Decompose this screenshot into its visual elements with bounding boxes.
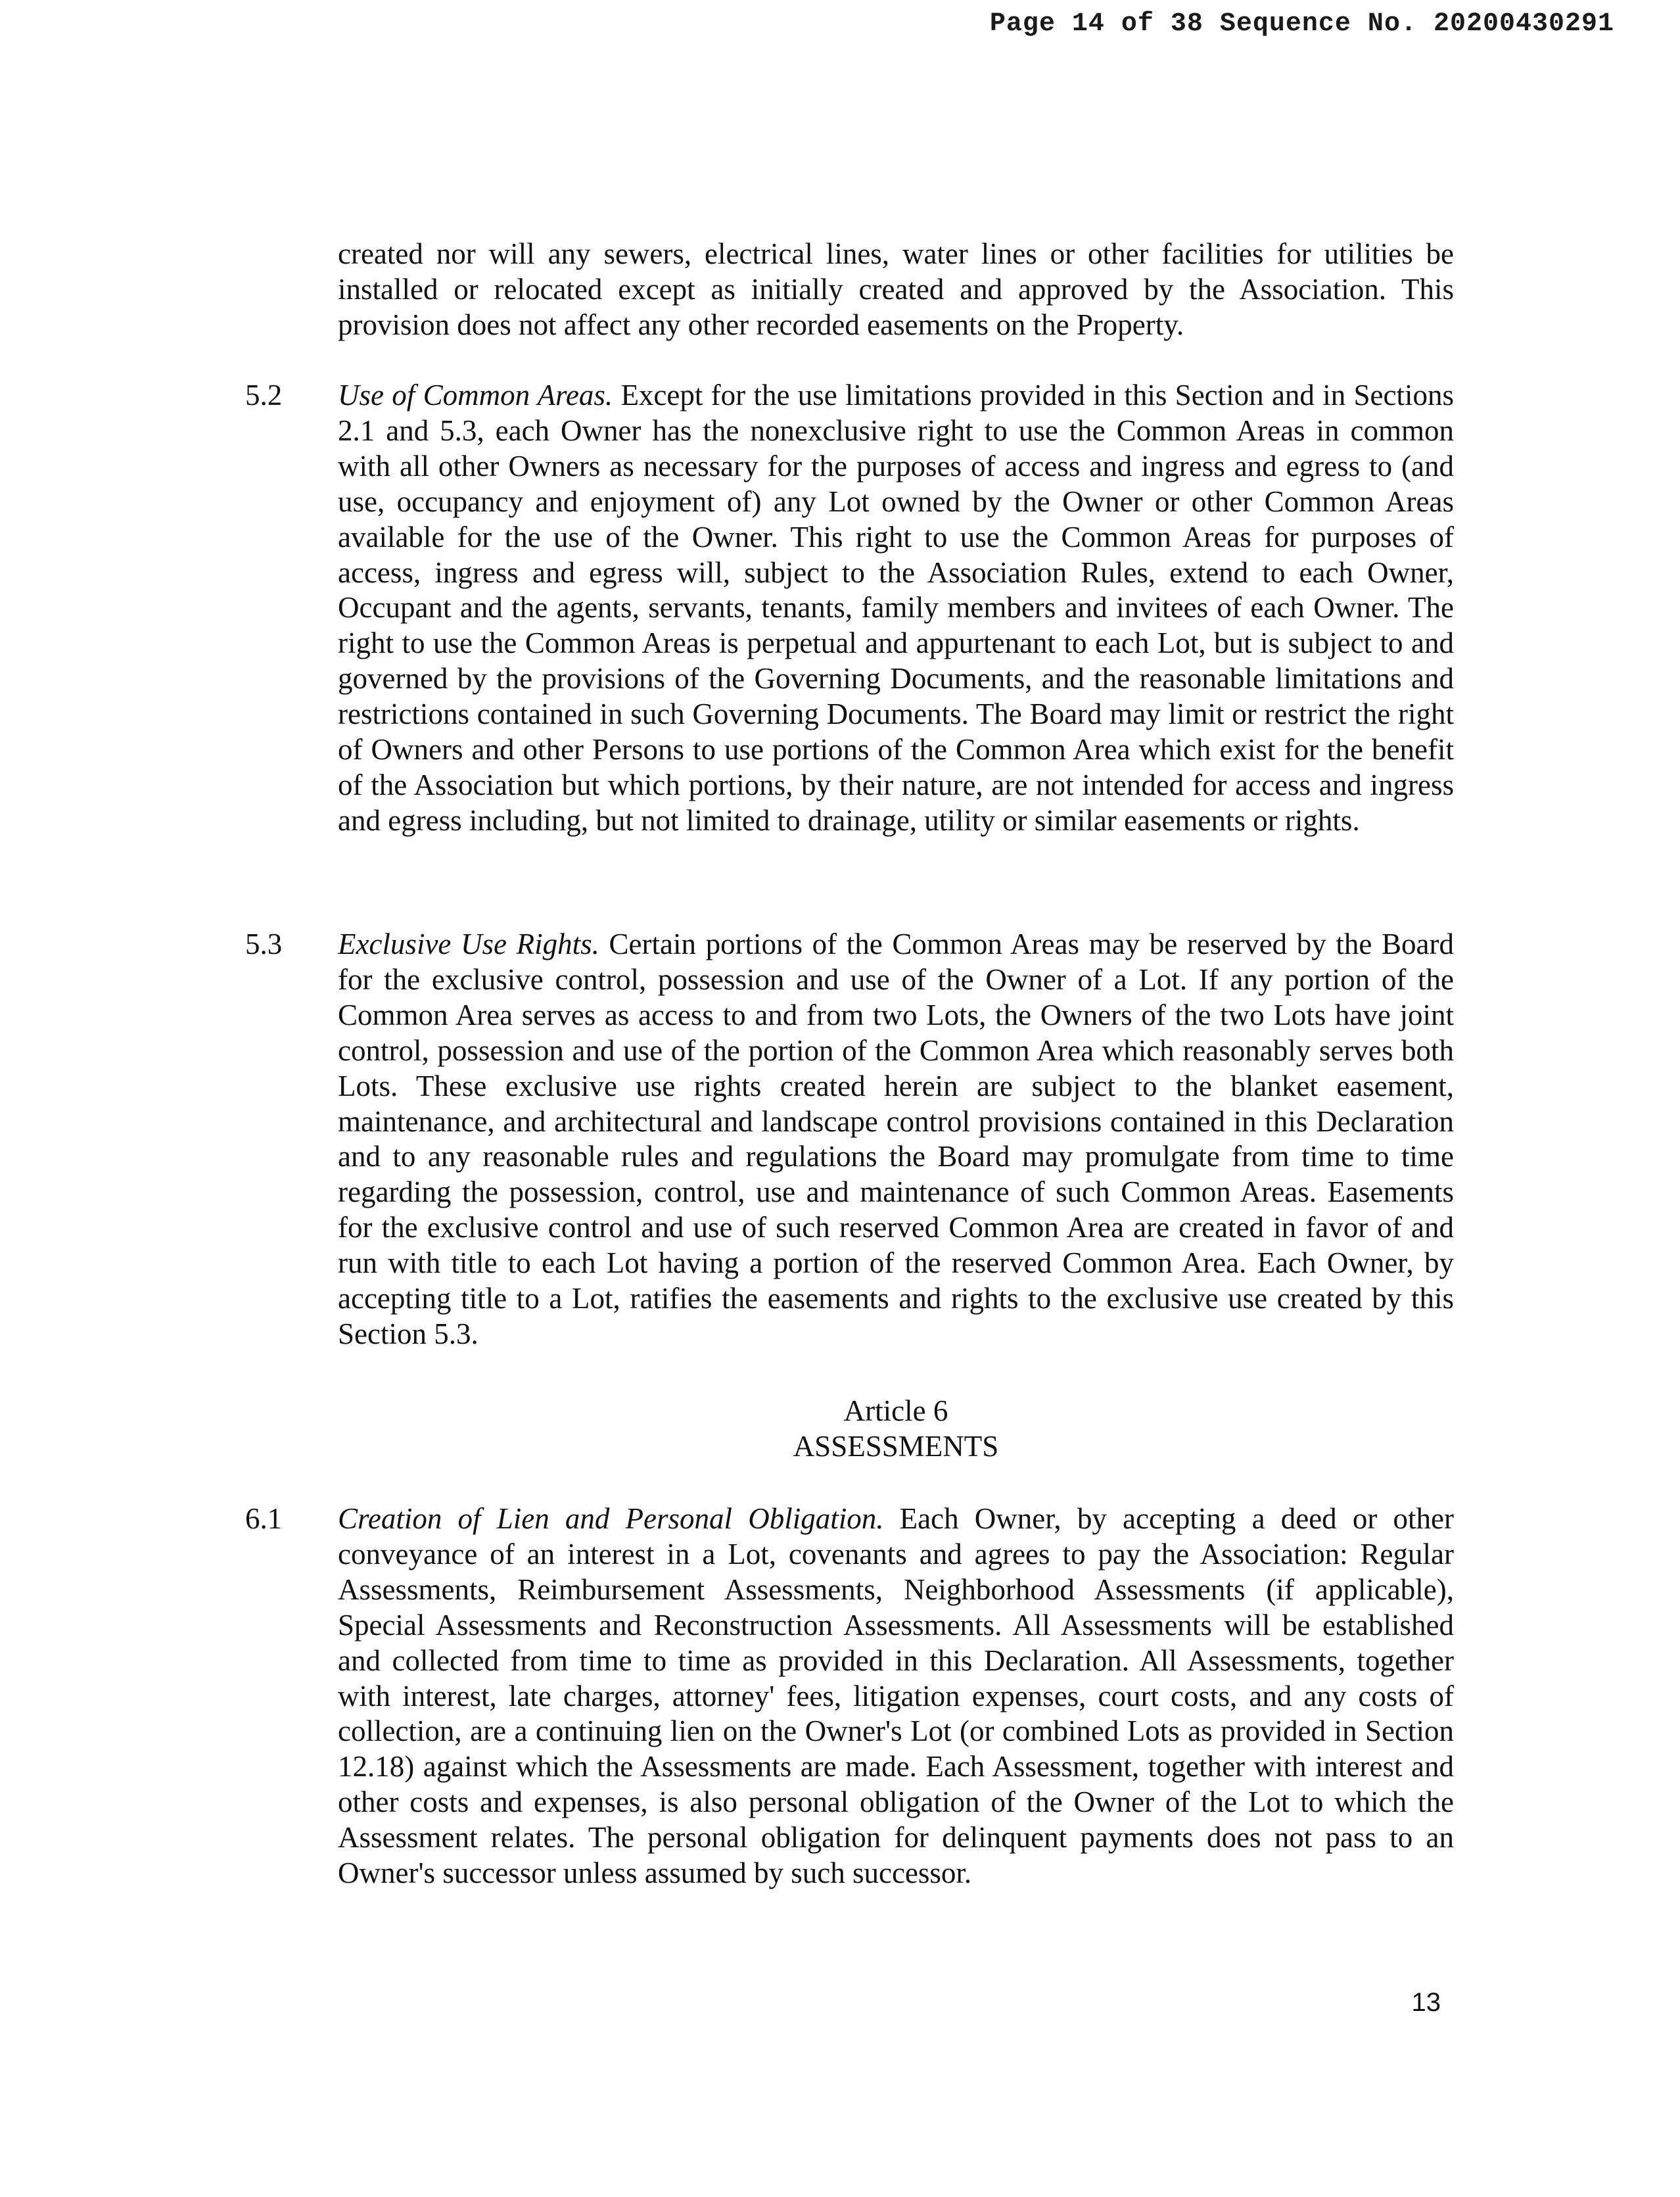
section-text: Certain portions of the Common Areas may be reserved by the Board for the exclusive control, possession and use of the Owner of a Lot. If any portion of the Common Area serves as access to and from two Lots, the Owners of the two Lots have joint control, possession and use of the portion of the Common Area which reasonably serves both Lots. These exclusive use rights created herein are subject to the blanket easement, maintenance, and architectural and landscape control provisions contained in this Declaration and to any reasonable rules and regulations the Board may promulgate from time to time regarding the possession, control, use and maintenance of such Common Areas. Easements for the exclusive control and use of such reserved Common Area are created in favor of and run with title to each Lot having a portion of the reserved Common Area. Each Owner, by accepting title to a Lot, ratifies the easements and rights to the exclusive use created by this Section 5.3.	[338, 928, 1454, 1350]
section-heading: Creation of Lien and Personal Obligation.	[338, 1502, 884, 1535]
continuation-text: created nor will any sewers, electrical lines, water lines or other facilities for utilities be installed or relocated except as initially created and approved by the Association. This provision does not affect any other recorded easements on the Property.	[338, 237, 1454, 341]
article-heading	[338, 1394, 1454, 1465]
section-heading: Exclusive Use Rights.	[338, 928, 599, 960]
page-number: 13	[1411, 1988, 1441, 2017]
section-number: 6.1	[245, 1502, 283, 1535]
article-title: ASSESSMENTS	[793, 1429, 999, 1463]
continuation-paragraph	[338, 237, 1454, 343]
page-sequence-stamp: Page 14 of 38 Sequence No. 20200430291	[989, 9, 1614, 39]
section-body	[338, 378, 1454, 839]
section-body	[338, 1501, 1454, 1891]
section-number: 5.2	[245, 379, 283, 412]
section-number: 5.3	[245, 928, 283, 960]
section-body	[338, 927, 1454, 1352]
section-heading: Use of Common Areas.	[338, 379, 613, 412]
article-number: Article 6	[843, 1394, 948, 1427]
section-text: Each Owner, by accepting a deed or other conveyance of an interest in a Lot, covenants and agrees to pay the Association: Regular Assessments, Reimbursement Assessments, Neighborhood Assessments (if applicable), Special Assessments and Reconstruction Assessments. All Assessments will be established and collected from time to time as provided in this Declaration. All Assessments, together with interest, late charges, attorney' fees, litigation expenses, court costs, and any costs of collection, are a continuing lien on the Owner's Lot (or combined Lots as provided in Section 12.18) against which the Assessments are made. Each Assessment, together with interest and other costs and expenses, is also personal obligation of the Owner of the Lot to which the Assessment relates. The personal obligation for delinquent payments does not pass to an Owner's successor unless assumed by such successor.	[338, 1502, 1454, 1890]
section-text: Except for the use limitations provided in this Section and in Sections 2.1 and 5.3, each Owner has the nonexclusive right to use the Common Areas in common with all other Owners as necessary for the purposes of access and ingress and egress to (and use, occupancy and enjoyment of) any Lot owned by the Owner or other Common Areas available for the use of the Owner. This right to use the Common Areas for purposes of access, ingress and egress will, subject to the Association Rules, extend to each Owner, Occupant and the agents, servants, tenants, family members and invitees of each Owner. The right to use the Common Areas is perpetual and appurtenant to each Lot, but is subject to and governed by the provisions of the Governing Documents, and the reasonable limitations and restrictions contained in such Governing Documents. The Board may limit or restrict the right of Owners and other Persons to use portions of the Common Area which exist for the benefit of the Association but which portions, by their nature, are not intended for access and ingress and egress including, but not limited to drainage, utility or similar easements or rights.	[338, 379, 1454, 837]
